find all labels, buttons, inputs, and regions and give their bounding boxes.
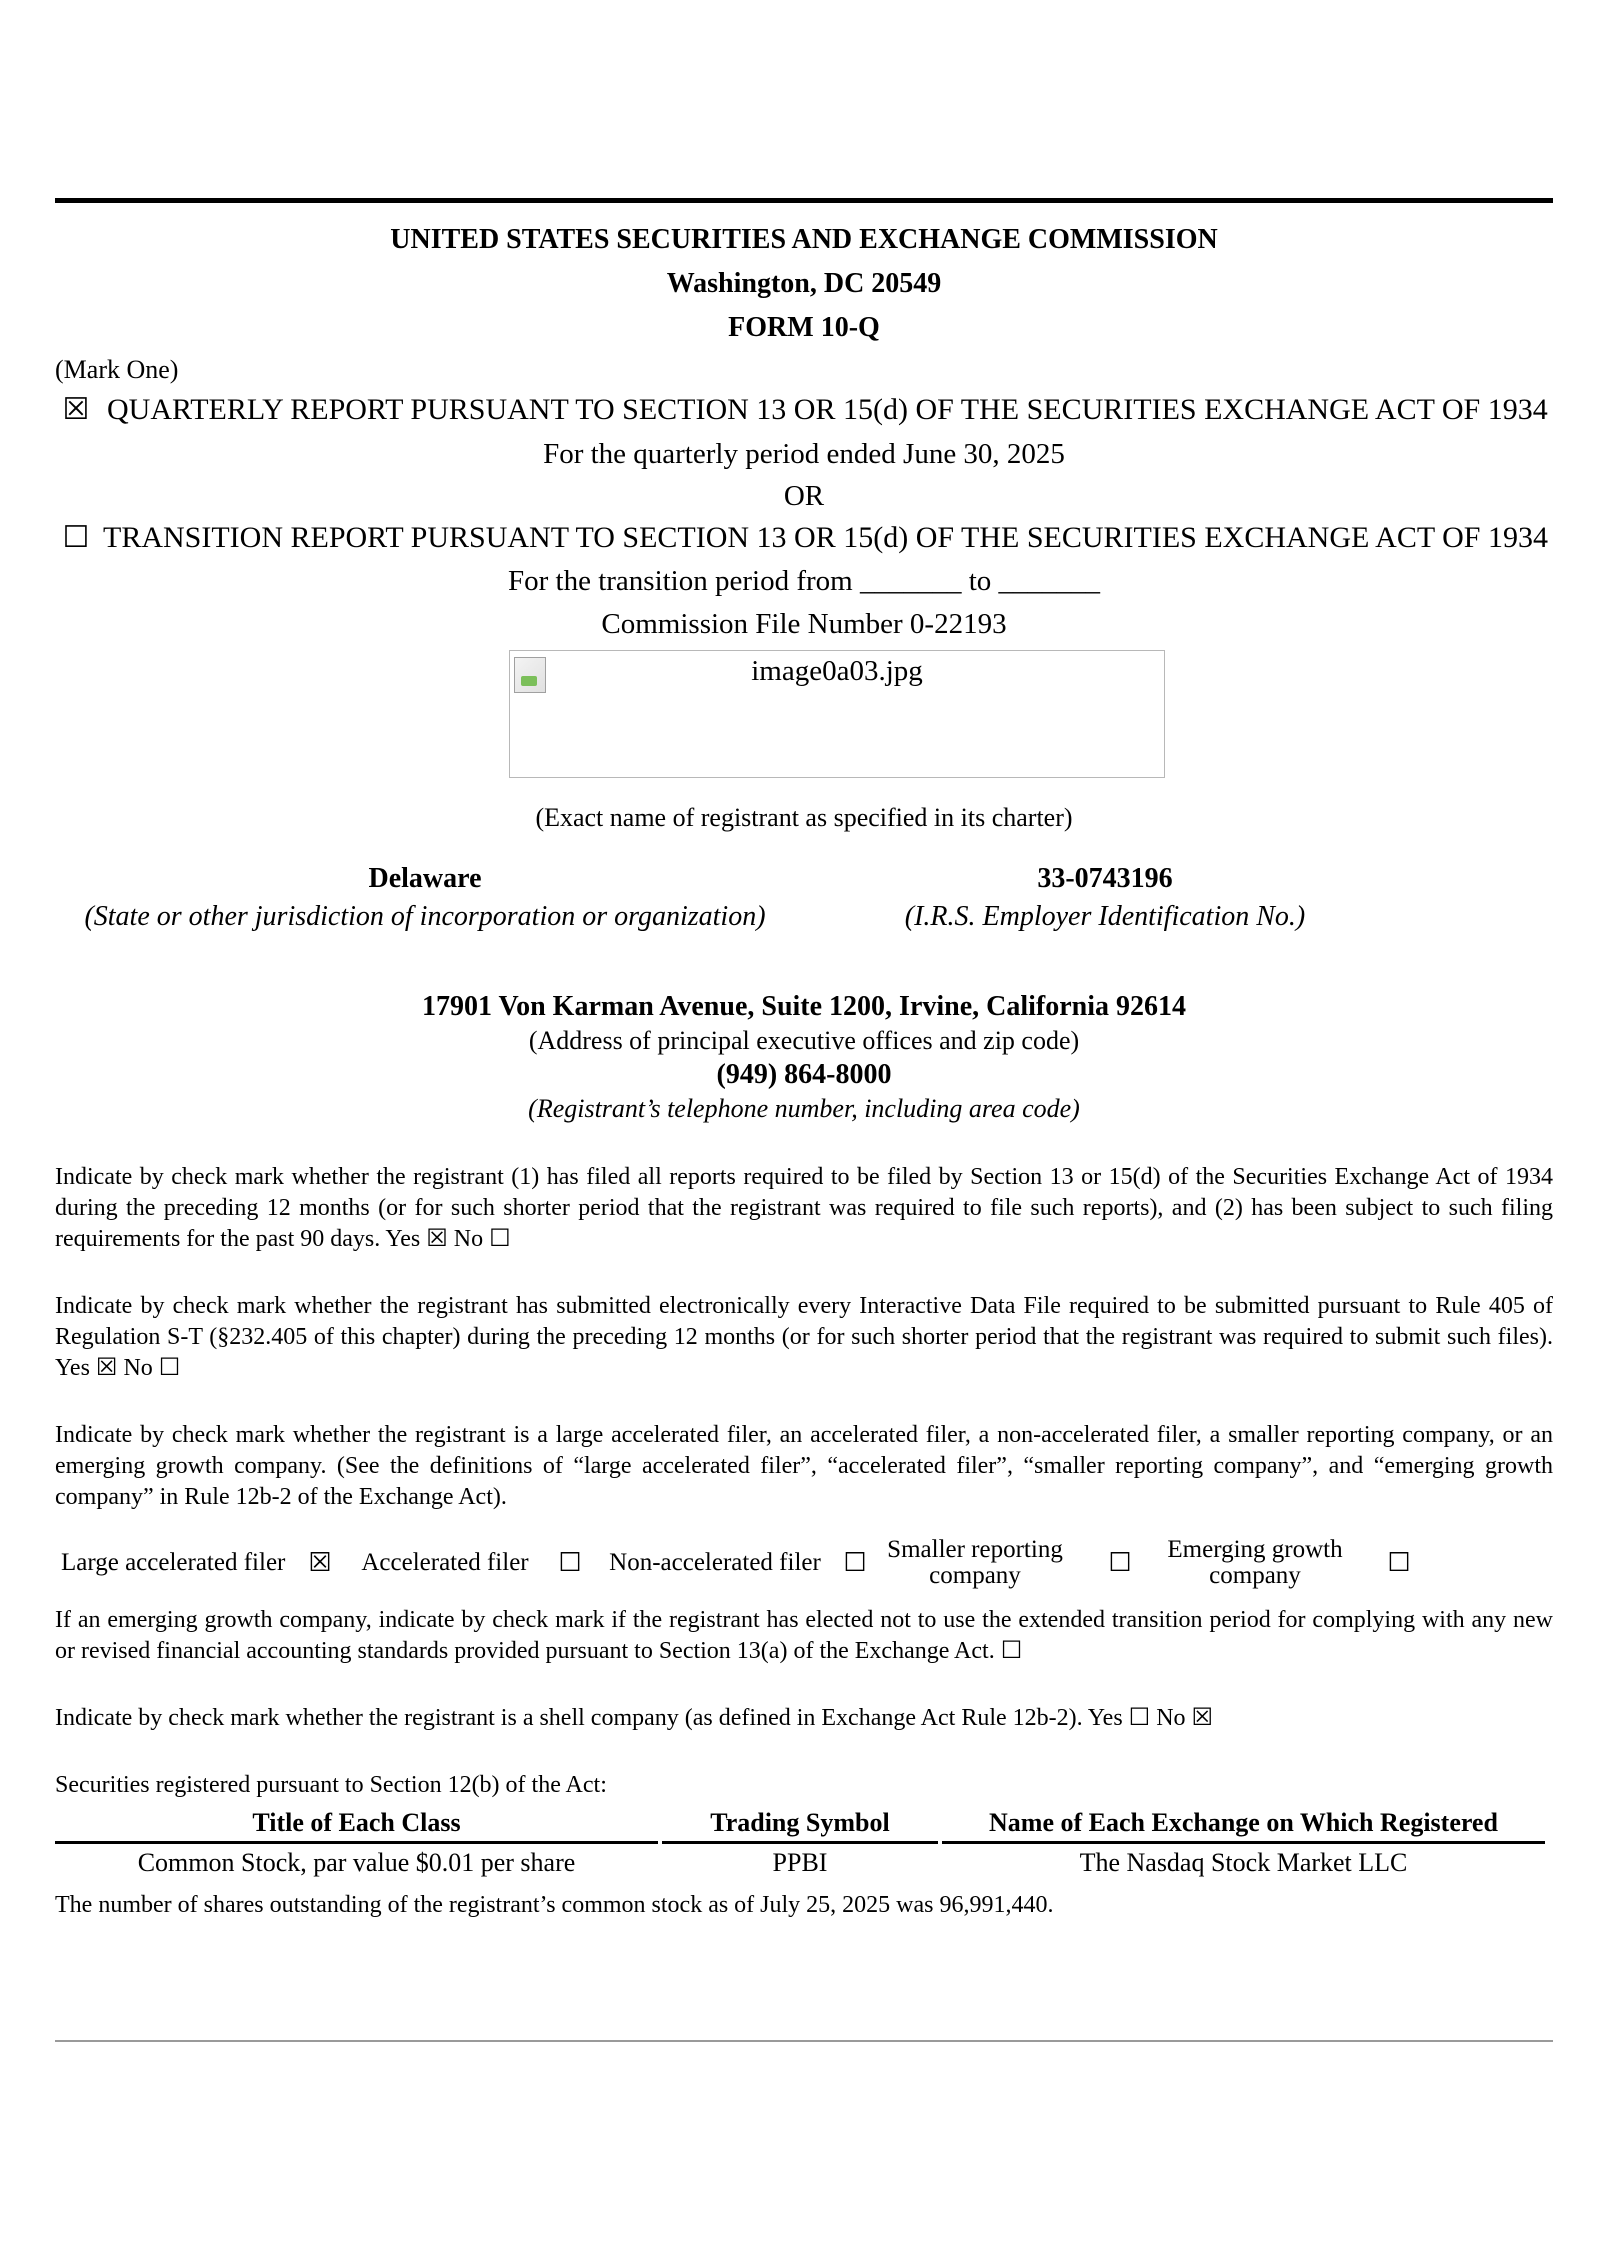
accelerated-filer-label: Accelerated filer [361,1549,529,1576]
securities-registered-label: Securities registered pursuant to Section 12(b) of the Act: [55,1772,607,1798]
commission-file-number: Commission File Number 0-22193 [601,608,1007,640]
shares-outstanding-paragraph: The number of shares outstanding of the registrant’s common stock as of July 25, 2025 was 96,991,440. [55,1892,1054,1918]
cell-trading-symbol: PPBI [772,1848,828,1877]
or-separator: OR [783,480,825,512]
interactive-data-paragraph: Indicate by check mark whether the registrant has submitted electronically every Interactive Data File required to be submitted pursuant to Rule 405 of Regulation S-T (§232.405 of this chapter) during the preceding 12 months (or for such shorter period that the registrant was required to submit such files). Yes ☒ No ☐ [55,1293,1553,1381]
transition-period: For the transition period from _______ to _______ [507,565,1101,597]
header-trading-symbol: Trading Symbol [662,1805,938,1844]
state-column [55,860,795,936]
jurisdiction-row [55,860,1553,936]
agency-location: Washington, DC 20549 [666,268,942,299]
irs-column [795,860,1415,936]
shell-company-paragraph: Indicate by check mark whether the registrant is a shell company (as defined in Exchange Act Rule 12b-2). Yes ☐ No ☒ [55,1705,1214,1731]
top-rule [55,198,1553,203]
quarterly-period: For the quarterly period ended June 30, 2025 [543,438,1065,470]
transition-checkbox[interactable]: ☐ [62,521,90,554]
header-exchange-name: Name of Each Exchange on Which Registered [942,1805,1545,1844]
quarterly-report-text: QUARTERLY REPORT PURSUANT TO SECTION 13 OR 15(d) OF THE SECURITIES EXCHANGE ACT OF 1934 [107,393,1548,426]
securities-table [51,1805,1549,1882]
smaller-reporting-company-checkbox[interactable]: ☐ [1108,1548,1132,1577]
cell-exchange-name: The Nasdaq Stock Market LLC [1079,1848,1408,1877]
quarterly-checkbox[interactable]: ☒ [62,393,90,426]
form-title: FORM 10-Q [728,312,880,343]
large-accelerated-filer-label: Large accelerated filer [61,1549,286,1576]
transition-report-text: TRANSITION REPORT PURSUANT TO SECTION 13 OR 15(d) OF THE SECURITIES EXCHANGE ACT OF 1934 [103,521,1548,554]
bottom-rule [55,2040,1553,2042]
form-10q-cover-page [55,198,1553,1921]
phone-label: (Registrant’s telephone number, including area code) [528,1094,1080,1123]
transition-report-row [55,516,1553,560]
filer-status-paragraph: Indicate by check mark whether the registrant is a large accelerated filer, an accelerated filer, a non-accelerated filer, a smaller reporting company, or an emerging growth company. (See the definitions of “large accelerated filer”, “accelerated filer”, “smaller reporting company”, and “emerging growth company” in Rule 12b-2 of the Exchange Act). [55,1422,1553,1510]
irs-value: 33-0743196 [1037,863,1173,894]
state-label: (State or other jurisdiction of incorporation or organization) [84,901,766,932]
state-value: Delaware [368,863,482,894]
table-row [55,1844,1545,1882]
smaller-reporting-company-label: Smaller reporting company [887,1536,1063,1589]
cell-class-title: Common Stock, par value $0.01 per share [137,1848,576,1877]
non-accelerated-filer-label: Non-accelerated filer [609,1549,821,1576]
filed-reports-paragraph: Indicate by check mark whether the registrant (1) has filed all reports required to be filed by Section 13 or 15(d) of the Securities Exchange Act of 1934 during the preceding 12 months (or for such shorter period that the registrant was required to file such reports), and (2) has been subject to such filing requirements for the past 90 days. Yes ☒ No ☐ [55,1164,1553,1252]
logo-alt-text: image0a03.jpg [751,655,923,687]
company-logo-image [509,650,1165,778]
emerging-growth-paragraph: If an emerging growth company, indicate by check mark if the registrant has elected not to use the extended transition period for complying with any new or revised financial accounting standards provided pursuant to Section 13(a) of the Exchange Act. ☐ [55,1607,1553,1664]
charter-caption: (Exact name of registrant as specified in its charter) [535,803,1073,832]
mark-one-label: (Mark One) [55,355,179,384]
securities-table-header [55,1805,1545,1844]
emerging-growth-company-label: Emerging growth company [1167,1536,1343,1589]
filer-status-options [55,1535,1553,1591]
quarterly-report-row [55,388,1553,432]
non-accelerated-filer-checkbox[interactable]: ☐ [843,1548,867,1577]
emerging-growth-company-checkbox[interactable]: ☐ [1387,1548,1411,1577]
address-label: (Address of principal executive offices and zip code) [528,1026,1080,1055]
header-title-of-class: Title of Each Class [55,1805,658,1844]
address-value: 17901 Von Karman Avenue, Suite 1200, Irvine, California 92614 [421,991,1187,1022]
accelerated-filer-checkbox[interactable]: ☐ [558,1548,582,1577]
irs-label: (I.R.S. Employer Identification No.) [904,901,1306,932]
address-block [55,990,1553,1126]
agency-title: UNITED STATES SECURITIES AND EXCHANGE COMMISSION [390,224,1218,255]
large-accelerated-filer-checkbox[interactable]: ☒ [308,1548,332,1577]
phone-value: (949) 864-8000 [716,1059,892,1090]
